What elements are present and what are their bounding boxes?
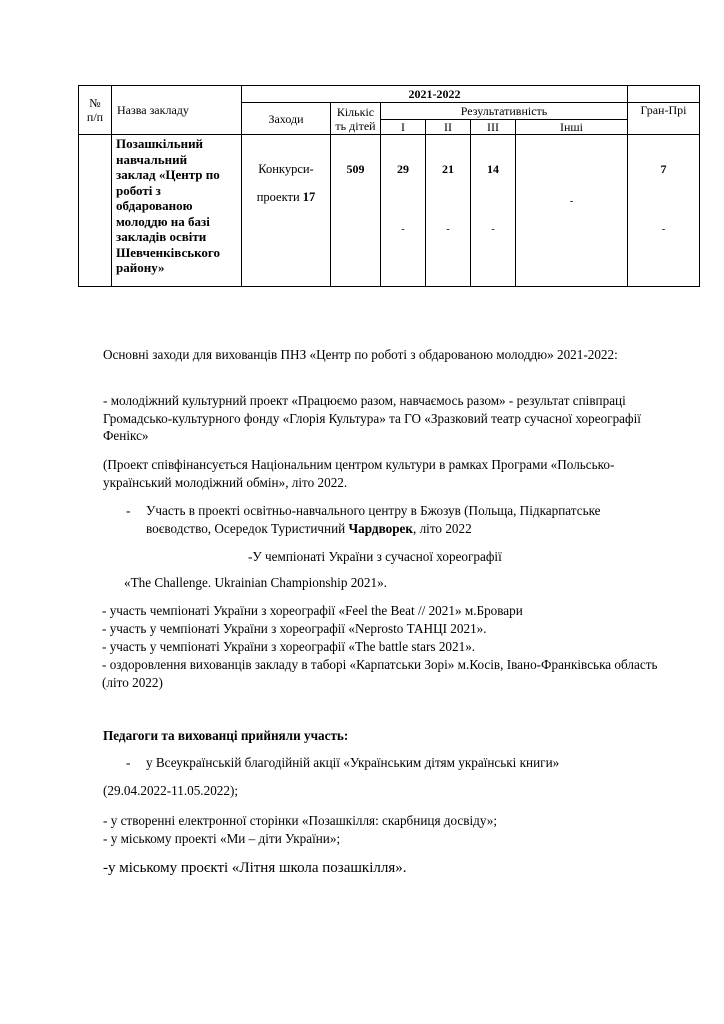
institution-line: району» [116, 260, 165, 275]
institution-line: заклад «Центр по [116, 167, 220, 182]
battle-stars-line: - участь у чемпіонаті України з хореографії «The battle stars 2021». [102, 639, 476, 654]
header-grand-prix: Гран-Прі [628, 103, 700, 135]
neprosto-line: - участь у чемпіонаті України з хореографії «Neprosto ТАНЦІ 2021». [102, 621, 487, 636]
bzhozuv-marker: - [126, 503, 131, 518]
header-results: Результативність [381, 103, 628, 120]
bzhozuv-line2-tail: , літо 2022 [413, 521, 472, 536]
row-others [516, 135, 628, 287]
institution-line: закладів освіти [116, 229, 207, 244]
others-value: - [569, 196, 574, 207]
institution-line: Шевченківського [116, 244, 220, 260]
place2-dash: - [446, 224, 450, 235]
row-place2 [426, 135, 471, 287]
bzhozuv-line1: Участь в проекті освітньо-навчального центру в Бжозув (Польща, Підкарпатське [146, 503, 601, 518]
feel-the-beat-line: - участь чемпіонаті України з хореографії «Feel the Beat // 2021» м.Бровари [102, 603, 523, 618]
grand-prix-dash: - [661, 224, 666, 235]
header-name: Назва закладу [112, 86, 242, 135]
bzhozuv-line2 [146, 520, 706, 538]
books-dates: (29.04.2022-11.05.2022); [103, 783, 239, 798]
row-place3 [471, 135, 516, 287]
row-events [242, 135, 331, 287]
city-project-line: - у міському проекті «Ми – діти України»; [103, 831, 341, 846]
place2-value: 21 [442, 162, 454, 176]
intro-paragraph: Основні заходи для вихованців ПНЗ «Центр по роботі з обдарованою молоддю» 2021-2022: [103, 347, 618, 362]
events-count: 17 [302, 190, 316, 204]
header-place2: II [426, 120, 471, 135]
camp-paragraph: - оздоровлення вихованців закладу в таборі «Карпатськи Зорі» м.Косів, Івано-Франківська область (літо 2022) [102, 657, 658, 690]
table-row [79, 135, 700, 287]
institution-line: молоддю на базі [116, 213, 210, 229]
institution-line: обдарованою [116, 198, 193, 213]
place1-dash: - [401, 224, 405, 235]
bzhozuv-line2-text: воєводство, Осередок Туристичний [146, 521, 349, 536]
header-count [331, 103, 381, 135]
header-empty [628, 86, 700, 103]
place3-value: 14 [487, 162, 499, 176]
events-line2-text: проекти [256, 190, 303, 204]
row-num-cell [79, 135, 112, 287]
results-table [78, 85, 700, 287]
project-paragraph: - молодіжний культурний проект «Працюємо разом, навчаємось разом» - результат співпраці Громадсько-культурного фонду «Глорія Культура» та ГО «Зразковий театр сучасної хореографії Фенікс» [103, 393, 641, 443]
children-count: 509 [346, 162, 365, 176]
header-events: Заходи [242, 103, 331, 135]
challenge-line: «The Challenge. Ukrainian Championship 2021». [124, 575, 387, 590]
championship-line: -У чемпіонаті України з сучасної хореографії [248, 549, 502, 564]
place3-dash: - [491, 224, 495, 235]
header-others: Інші [516, 120, 628, 135]
header-place3: III [471, 120, 516, 135]
summer-school-line: -у міському проєкті «Літня школа позашкілля». [103, 860, 407, 876]
events-line1: Конкурси- [258, 162, 314, 176]
events-line2 [244, 190, 328, 204]
header-num-line2: п/п [86, 110, 104, 124]
institution-line: Позашкільний [116, 136, 204, 151]
teachers-heading: Педагоги та вихованці прийняли участь: [103, 728, 349, 743]
institution-line: навчальний [116, 151, 188, 167]
header-count-line1: Кількіс [336, 104, 375, 119]
institution-line: роботі з [116, 182, 161, 198]
books-line: у Всеукраїнській благодійній акції «Українським дітям українські книги» [146, 755, 560, 770]
header-place1: I [381, 120, 426, 135]
books-marker: - [126, 755, 131, 770]
bzhozuv-line2-bold: Чардворек [348, 521, 413, 536]
header-num [79, 86, 112, 135]
place1-value: 29 [397, 162, 409, 176]
row-count [331, 135, 381, 287]
cofinance-paragraph: (Проект співфінансується Національним центром культури в рамках Програми «Польсько-український молодіжний обмін», літо 2022. [103, 457, 615, 490]
row-grand-prix [628, 135, 700, 287]
ebook-line: - у створенні електронної сторінки «Позашкілля: скарбниця досвіду»; [103, 813, 498, 828]
header-num-line1: № [89, 96, 101, 110]
row-place1 [381, 135, 426, 287]
header-count-line2: ть дітей [335, 118, 376, 133]
row-institution [112, 135, 242, 287]
grand-prix-value: 7 [660, 162, 667, 176]
header-year: 2021-2022 [242, 86, 628, 103]
